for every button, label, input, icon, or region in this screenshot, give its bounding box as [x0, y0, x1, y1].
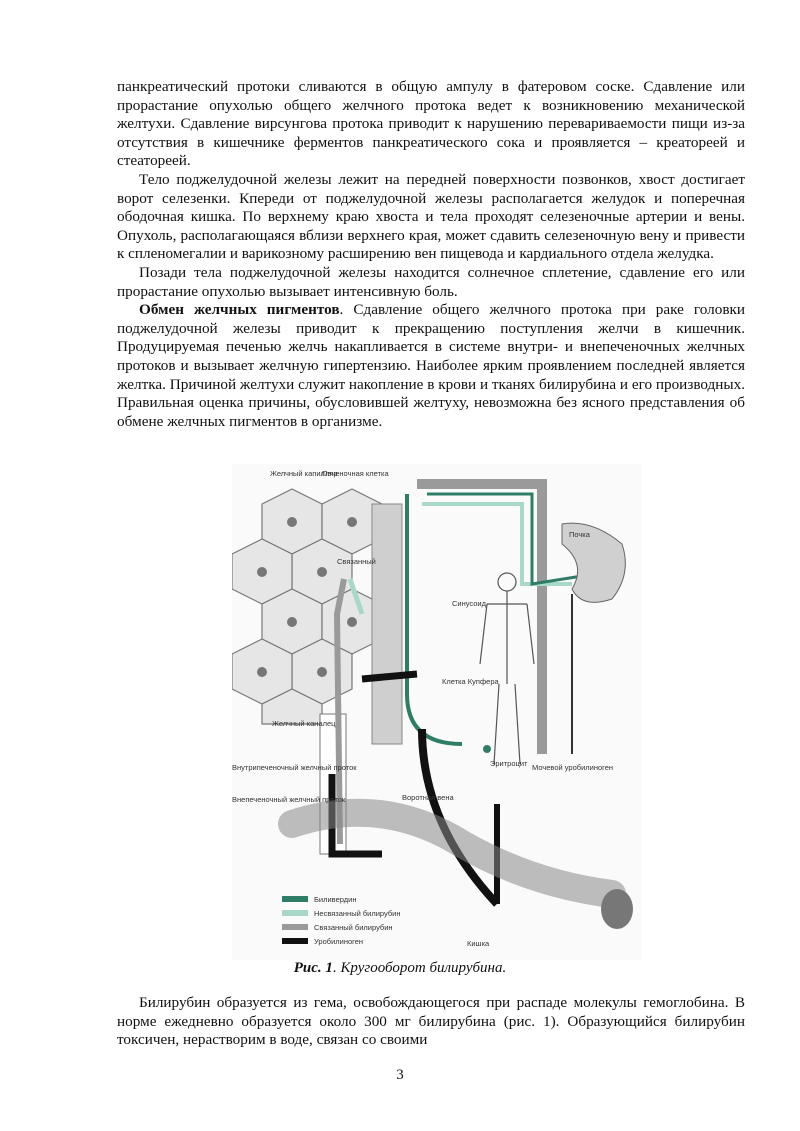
legend-swatch-urobilinogen: [282, 938, 308, 944]
legend-swatch-unconjugated: [282, 910, 308, 916]
label-sinusoid: Синусоид: [452, 599, 486, 608]
label-erythrocyte: Эритроцит: [490, 759, 528, 768]
top-text: [117, 78, 745, 431]
figure-caption: [0, 960, 800, 977]
caption-number: Рис. 1: [293, 960, 333, 976]
label-bile-capillary: Желчный капилляр: [270, 469, 338, 478]
legend-swatch-biliverdin: [282, 896, 308, 902]
legend-label-conjugated: Связанный билирубин: [314, 923, 393, 932]
legend-label-urobilinogen: Уробилиноген: [314, 937, 364, 946]
legend-label-unconjugated: Несвязанный билирубин: [314, 909, 401, 918]
paragraph-1: панкреатический протоки сливаются в общую ампулу в фатеровом соске. Сдавление или прорастание опухолью общего желчного протока ведет к возникновению механической желтухи. Сдавление вирсунгова протока приводит к нарушению перевариваемости пищи из-за отсутствия в кишечнике ферментов панкреатического сока и проявляется – креатореей и стеатореей.: [117, 78, 745, 170]
legend-swatch-conjugated: [282, 924, 308, 930]
bottom-text: [117, 994, 745, 1050]
section-body: . Сдавление общего желчного протока при раке головки поджелудочной железы приводит к прекращению поступления желчи в кишечник. Продуцируемая печенью желчь накапливается в системе внутри- и внепеченочных желчных протоков и вызывает желчную гипертензию. Наиболее ярким проявлением последней является желтка. Причиной желтухи служит накопление в крови и тканях билирубина и его производных. Правильная оценка причины, обусловившей желтуху, невозможна без ясного представления об обмене желчных пигментов в организме.: [117, 301, 745, 430]
label-kupffer: Клетка Купфера: [442, 677, 499, 686]
label-conjugated: Связанный: [337, 557, 376, 566]
label-bile-canaliculus: Желчный каналец: [272, 719, 336, 728]
fecal-mass: [601, 889, 633, 929]
legend-label-biliverdin: Биливердин: [314, 895, 357, 904]
paragraph-3: Позади тела поджелудочной железы находится солнечное сплетение, сдавление его или прорастание опухолью вызывает интенсивную боль.: [117, 263, 745, 300]
page-number: 3: [396, 1067, 404, 1083]
section-heading: Обмен желчных пигментов: [139, 301, 340, 319]
label-portal-vein: Воротная вена: [402, 793, 454, 802]
label-intestine: Кишка: [467, 939, 490, 948]
paragraph-4: [117, 301, 745, 431]
sinusoid-wall: [372, 504, 402, 744]
caption-text: . Кругооборот билирубина.: [332, 960, 507, 976]
label-urine-urobilinogen: Мочевой уробилиноген: [532, 763, 614, 772]
label-liver-cell: Печеночная клетка: [322, 469, 389, 478]
erythrocyte-dot: [483, 745, 491, 753]
label-intrahepatic-duct: Внутрипеченочный желчный проток: [232, 763, 357, 772]
paragraph-5: Билирубин образуется из гема, освобождающегося при распаде молекулы гемоглобина. В норме ежедневно образуется около 300 мг билирубина (рис. 1). Образующийся билирубин токсичен, нерастворим в воде, связан со своими: [117, 994, 745, 1049]
label-extrahepatic-duct: Внепеченочный желчный проток: [232, 795, 346, 804]
paragraph-2: Тело поджелудочной железы лежит на передней поверхности позвонков, хвост достигает ворот селезенки. Кпереди от поджелудочной железы располагается желудок и поперечная ободочная кишка. По верхнему краю хвоста и тела проходят селезеночные артерии и вены. Опухоль, располагающаяся вблизи верхнего края, может сдавить селезеночную вену и привести к спленомегалии и варикозному расширению вен пищевода и кардиального отдела желудка.: [117, 170, 745, 263]
label-kidney: Почка: [569, 530, 590, 539]
bilirubin-cycle-figure: [232, 464, 642, 960]
